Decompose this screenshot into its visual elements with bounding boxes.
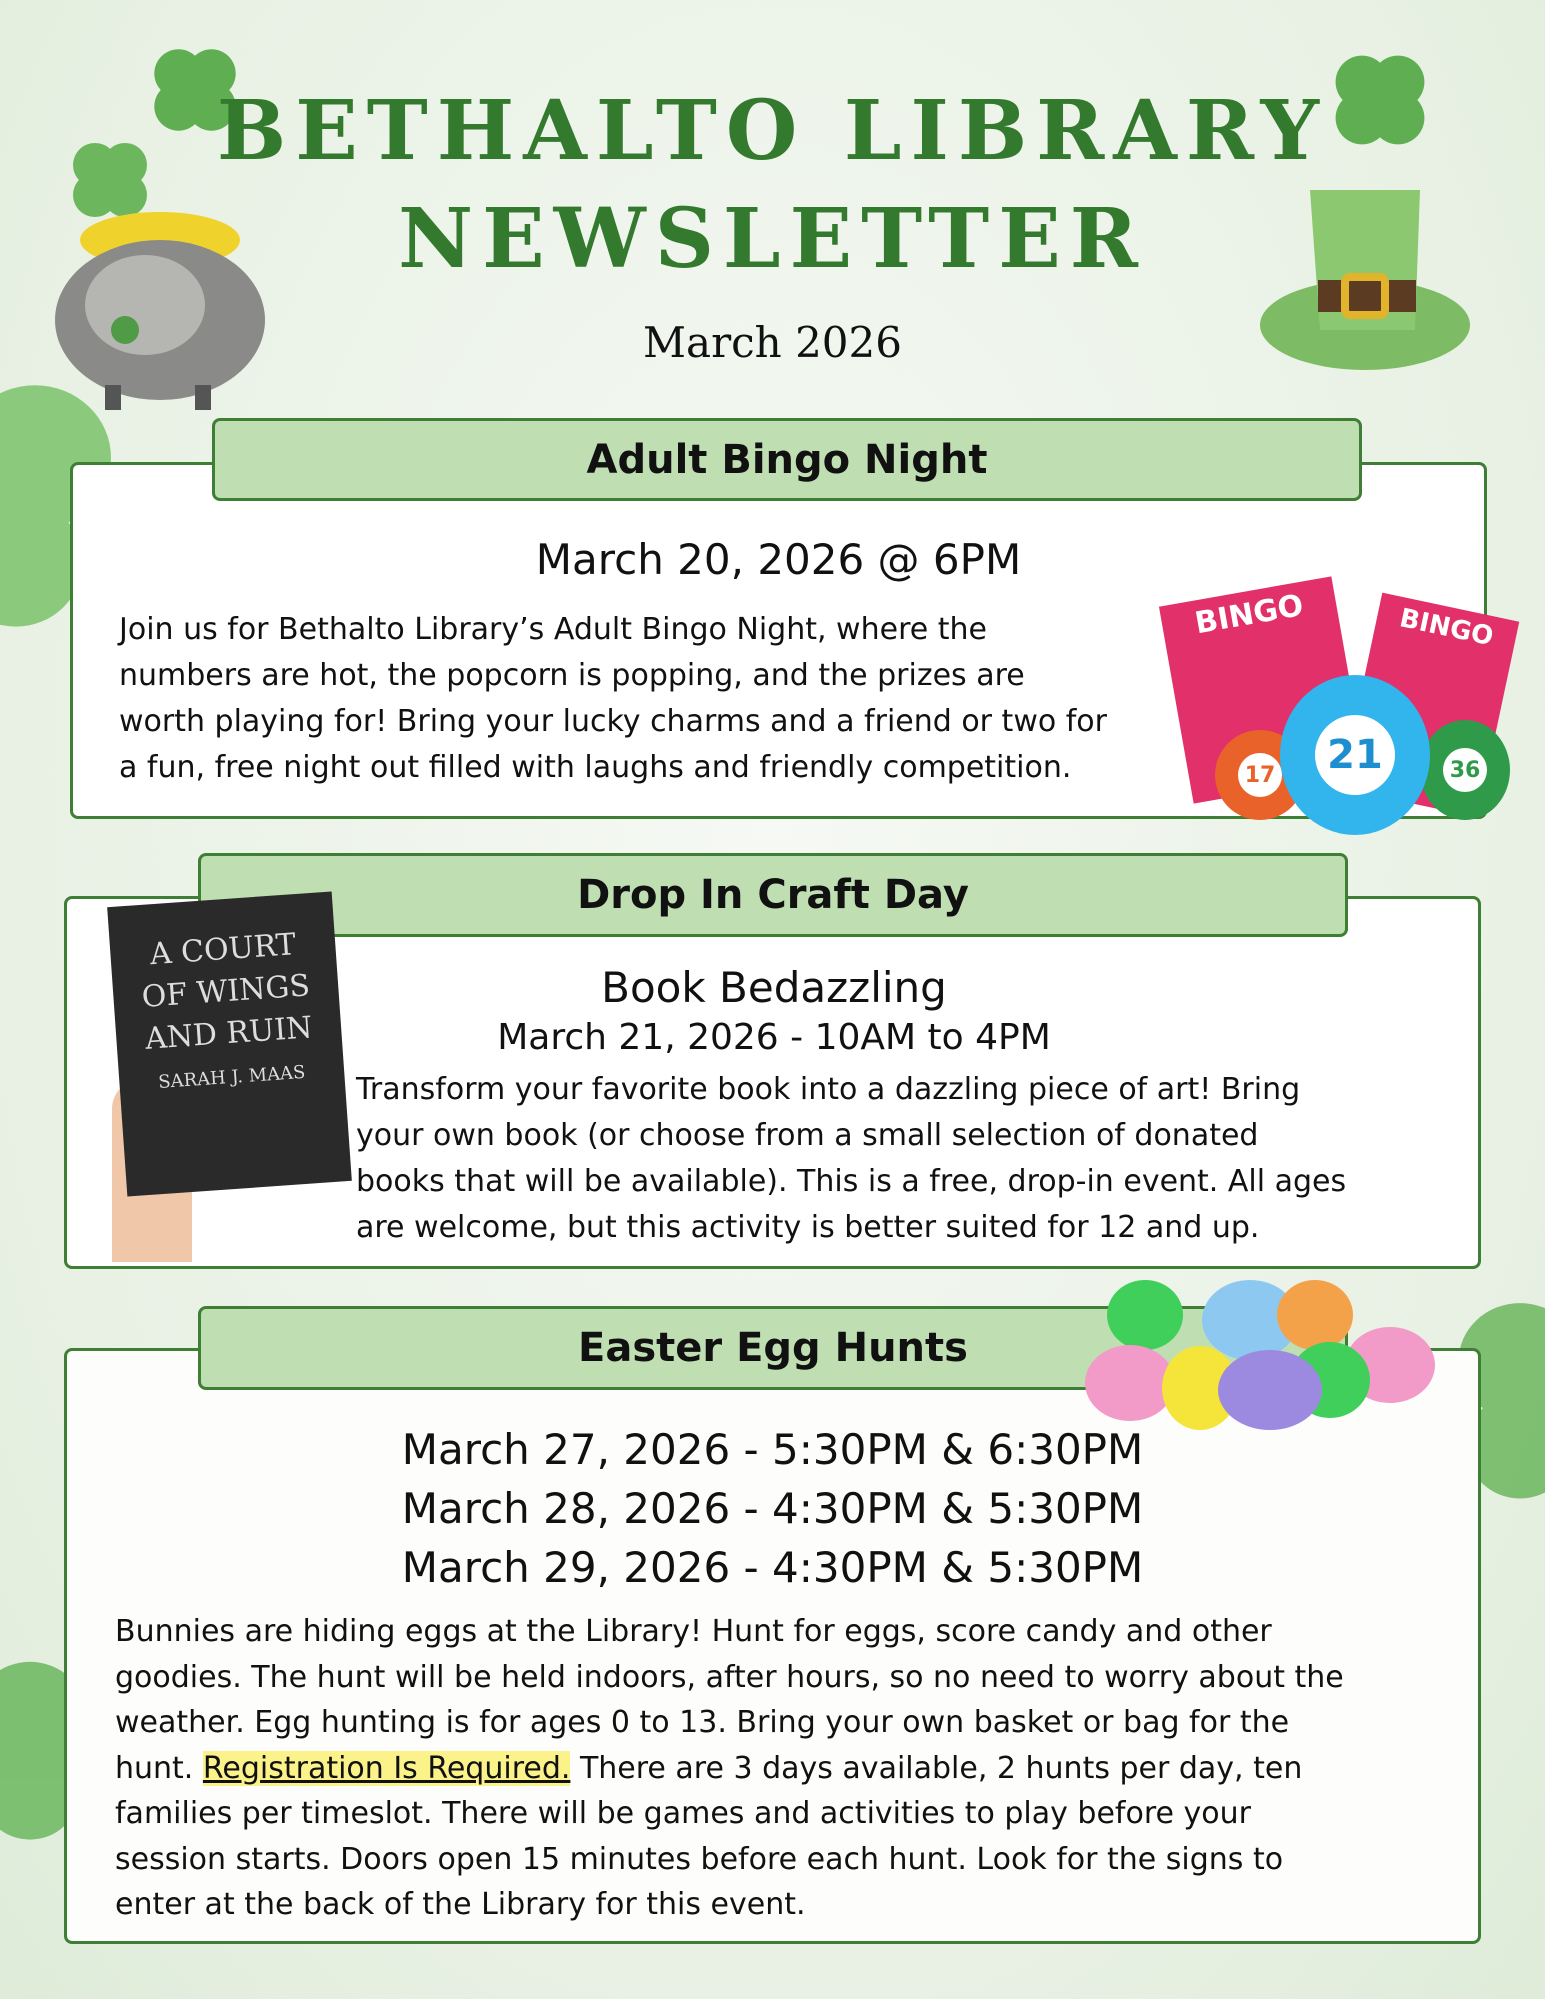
- craft-body-line: your own book (or choose from a small selection of donated: [356, 1118, 1259, 1153]
- craft-header: [198, 853, 1348, 937]
- book-author: SARAH J. MAAS: [157, 1061, 307, 1094]
- bingo-body-line: Join us for Bethalto Library’s Adult Bingo Night, where the: [119, 612, 987, 647]
- egg-hunt-body-line: session starts. Doors open 15 minutes before each hunt. Look for the signs to: [115, 1841, 1284, 1877]
- bingo-ball-21: 21: [1315, 715, 1395, 795]
- egg-hunt-body-text: There are 3 days available, 2 hunts per day, ten: [570, 1750, 1303, 1786]
- egg-hunt-body-line: enter at the back of the Library for this event.: [115, 1887, 806, 1922]
- book-image: [112, 899, 344, 1262]
- egg-hunt-body-line: Bunnies are hiding eggs at the Library! Hunt for eggs, score candy and other: [115, 1614, 1272, 1649]
- bingo-body-line: numbers are hot, the popcorn is popping, and the prizes are: [119, 658, 1025, 693]
- craft-title: Drop In Craft Day: [577, 872, 969, 918]
- bingo-card-image: BINGO: [1159, 576, 1366, 803]
- bingo-body-line: worth playing for! Bring your lucky charms and a friend or two for: [119, 704, 1107, 739]
- newsletter-title-line2: NEWSLETTER: [398, 191, 1147, 287]
- egg-hunt-body-line: families per timeslot. There will be games and activities to play before your: [115, 1796, 1251, 1831]
- egg-hunt-title: Easter Egg Hunts: [578, 1325, 968, 1371]
- egg-hunt-date: March 28, 2026 - 4:30PM & 5:30PM: [401, 1484, 1144, 1533]
- bingo-header: [212, 418, 1362, 501]
- book-title: A COURT OF WINGS AND RUIN: [140, 927, 314, 1057]
- craft-body-line: are welcome, but this activity is better suited for 12 and up.: [356, 1210, 1260, 1245]
- bingo-ball-36: 36: [1443, 748, 1487, 792]
- newsletter-issue-date: March 2026: [643, 318, 902, 367]
- bingo-date: March 20, 2026 @ 6PM: [535, 535, 1022, 584]
- egg-hunt-date: March 27, 2026 - 5:30PM & 6:30PM: [401, 1425, 1144, 1474]
- book-cover: [107, 892, 352, 1197]
- easter-eggs-icon: [1085, 1275, 1440, 1435]
- newsletter-title-line1: BETHALTO LIBRARY: [216, 83, 1329, 179]
- bingo-body-line: a fun, free night out filled with laughs and friendly competition.: [119, 750, 1072, 785]
- egg-hunt-date: March 29, 2026 - 4:30PM & 5:30PM: [401, 1543, 1144, 1592]
- craft-body-line: books that will be available). This is a free, drop-in event. All ages: [356, 1164, 1347, 1199]
- bingo-image: [1170, 580, 1515, 835]
- craft-subtitle: Book Bedazzling: [601, 963, 947, 1012]
- egg-hunt-body-text: hunt.: [115, 1750, 203, 1786]
- egg-hunt-body-line: goodies. The hunt will be held indoors, after hours, so no need to worry about the: [115, 1659, 1344, 1695]
- registration-link[interactable]: Registration Is Required.: [202, 1750, 571, 1786]
- craft-body-line: Transform your favorite book into a dazzling piece of art! Bring: [356, 1072, 1301, 1107]
- bingo-card-image: BINGO: [1341, 593, 1520, 818]
- bingo-ball-17: 17: [1238, 753, 1282, 797]
- egg-hunt-body-line: weather. Egg hunting is for ages 0 to 13. Bring your own basket or bag for the: [115, 1705, 1290, 1740]
- craft-date: March 21, 2026 - 10AM to 4PM: [497, 1017, 1051, 1058]
- bingo-title: Adult Bingo Night: [586, 436, 988, 483]
